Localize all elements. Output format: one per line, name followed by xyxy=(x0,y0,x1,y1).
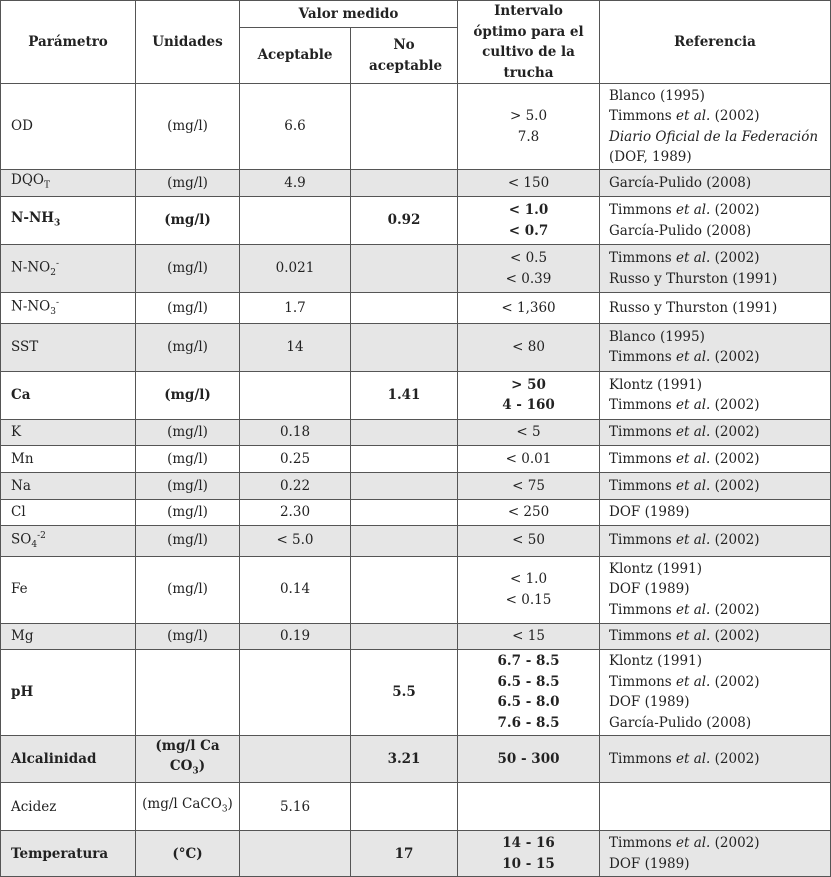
range-value: 7.8 xyxy=(517,128,540,145)
reference-author: Timmons xyxy=(609,601,676,618)
cell-optimal-range xyxy=(458,649,600,735)
cell-units xyxy=(136,84,240,170)
reference-line xyxy=(609,375,824,396)
reference-text: Klontz (1991) xyxy=(609,560,702,577)
unit-text: (mg/l) xyxy=(164,387,211,404)
range-value: < 15 xyxy=(512,627,545,644)
range-value: < 0.7 xyxy=(508,222,549,239)
reference-author: Timmons xyxy=(609,202,676,219)
cell-units xyxy=(136,293,240,324)
unit-text: (mg/l CaCO xyxy=(142,795,222,812)
reference-line xyxy=(609,422,824,443)
range-value: > 50 xyxy=(511,376,546,393)
parameter-name: Acidez xyxy=(11,798,57,815)
table-row xyxy=(1,831,831,877)
cell-parameter xyxy=(1,783,136,831)
cell-optimal-range xyxy=(458,556,600,623)
parameter-name: N-NO xyxy=(11,259,51,276)
cell-acceptable: 4.9 xyxy=(240,170,351,197)
cell-acceptable: 2.30 xyxy=(240,499,351,525)
cell-not-acceptable xyxy=(351,623,458,649)
reference-line xyxy=(609,854,824,875)
cell-units xyxy=(136,783,240,831)
table-row xyxy=(1,245,831,293)
unit-subscript: 3 xyxy=(192,766,199,777)
cell-acceptable: 0.19 xyxy=(240,623,351,649)
reference-author: Timmons xyxy=(609,532,676,549)
cell-not-acceptable: 17 xyxy=(351,831,458,877)
reference-italic: et al. xyxy=(675,424,711,441)
cell-not-acceptable xyxy=(351,419,458,445)
unit-subscript: 3 xyxy=(221,804,228,815)
cell-reference xyxy=(600,525,831,556)
cell-parameter xyxy=(1,735,136,783)
cell-reference xyxy=(600,197,831,245)
table-row xyxy=(1,197,831,245)
reference-year: (2002) xyxy=(710,750,760,767)
cell-optimal-range xyxy=(458,525,600,556)
reference-author: Timmons xyxy=(609,250,676,267)
cell-parameter xyxy=(1,419,136,445)
cell-not-acceptable xyxy=(351,170,458,197)
parameter-name: DQO xyxy=(11,172,44,188)
cell-reference xyxy=(600,831,831,877)
parameter-name: Mg xyxy=(11,627,34,644)
reference-italic: et al. xyxy=(675,835,711,852)
reference-line xyxy=(609,106,824,127)
cell-reference xyxy=(600,783,831,831)
cell-acceptable xyxy=(240,197,351,245)
reference-line xyxy=(609,173,824,194)
header-intervalo: Intervalo óptimo para el cultivo de la trucha xyxy=(458,1,600,84)
reference-line xyxy=(609,298,824,319)
parameter-name: N-NO xyxy=(11,298,51,315)
reference-author: Timmons xyxy=(609,627,676,644)
reference-line xyxy=(609,127,824,148)
cell-parameter xyxy=(1,831,136,877)
reference-year: (2002) xyxy=(710,477,760,494)
cell-parameter xyxy=(1,499,136,525)
cell-reference xyxy=(600,371,831,419)
range-value: 50 - 300 xyxy=(497,750,560,767)
reference-line xyxy=(609,713,824,734)
reference-line xyxy=(609,692,824,713)
cell-units xyxy=(136,170,240,197)
cell-units xyxy=(136,623,240,649)
reference-italic: et al. xyxy=(675,450,711,467)
cell-reference xyxy=(600,245,831,293)
reference-year: (2002) xyxy=(710,450,760,467)
parameter-name: SST xyxy=(11,339,39,356)
unit-text: (mg/l) xyxy=(167,581,208,598)
table-header xyxy=(1,1,831,84)
unit-text: (mg/l) xyxy=(167,299,208,316)
cell-units xyxy=(136,323,240,371)
cell-acceptable: 0.14 xyxy=(240,556,351,623)
cell-optimal-range xyxy=(458,197,600,245)
parameter-name: Ca xyxy=(11,387,31,404)
unit-suffix: ) xyxy=(198,758,206,775)
range-value: 6.5 - 8.5 xyxy=(497,673,560,690)
reference-italic: et al. xyxy=(675,477,711,494)
cell-not-acceptable: 3.21 xyxy=(351,735,458,783)
parameter-subscript: 4 xyxy=(31,540,38,551)
reference-year: (2002) xyxy=(710,349,760,366)
cell-optimal-range xyxy=(458,445,600,472)
cell-parameter xyxy=(1,170,136,197)
cell-reference xyxy=(600,735,831,783)
table-row xyxy=(1,84,831,170)
reference-italic: et al. xyxy=(675,250,711,267)
reference-line xyxy=(609,347,824,368)
reference-text: DOF (1989) xyxy=(609,855,690,872)
unit-text: (mg/l) xyxy=(167,627,208,644)
cell-parameter xyxy=(1,445,136,472)
reference-line xyxy=(609,559,824,580)
reference-line xyxy=(609,395,824,416)
unit-text: (mg/l) xyxy=(167,424,208,441)
unit-text: (mg/l) xyxy=(167,339,208,356)
reference-author: Timmons xyxy=(609,108,676,124)
reference-italic: et al. xyxy=(675,673,711,690)
cell-parameter xyxy=(1,472,136,499)
parameter-name: OD xyxy=(11,118,33,135)
cell-parameter xyxy=(1,525,136,556)
cell-acceptable: 0.22 xyxy=(240,472,351,499)
range-value: 10 - 15 xyxy=(502,855,555,872)
cell-acceptable: < 5.0 xyxy=(240,525,351,556)
table-row xyxy=(1,293,831,324)
reference-text: Russo y Thurston (1991) xyxy=(609,299,778,316)
reference-italic: et al. xyxy=(675,108,711,124)
cell-reference xyxy=(600,499,831,525)
reference-line xyxy=(609,248,824,269)
header-aceptable: Aceptable xyxy=(240,28,351,84)
cell-optimal-range xyxy=(458,472,600,499)
cell-optimal-range xyxy=(458,170,600,197)
cell-not-acceptable: 1.41 xyxy=(351,371,458,419)
cell-acceptable: 0.25 xyxy=(240,445,351,472)
unit-suffix: ) xyxy=(227,795,233,812)
cell-not-acceptable xyxy=(351,556,458,623)
cell-acceptable: 0.021 xyxy=(240,245,351,293)
cell-reference xyxy=(600,323,831,371)
range-value: 7.6 - 8.5 xyxy=(497,714,560,731)
cell-reference xyxy=(600,649,831,735)
table-body xyxy=(1,84,831,877)
range-value: < 0.15 xyxy=(505,591,552,608)
cell-acceptable: 14 xyxy=(240,323,351,371)
reference-text: García-Pulido (2008) xyxy=(609,714,752,731)
reference-author: Timmons xyxy=(609,450,676,467)
cell-not-acceptable xyxy=(351,293,458,324)
unit-text: (mg/l) xyxy=(164,212,211,229)
reference-text: Blanco (1995) xyxy=(609,328,705,345)
cell-not-acceptable: 0.92 xyxy=(351,197,458,245)
reference-line xyxy=(609,327,824,348)
range-value: 4 - 160 xyxy=(502,397,555,414)
reference-line xyxy=(609,600,824,621)
parameter-subscript: 3 xyxy=(54,218,61,229)
cell-not-acceptable xyxy=(351,245,458,293)
parameter-name: pH xyxy=(11,683,34,700)
range-value: < 75 xyxy=(512,477,545,494)
cell-optimal-range xyxy=(458,419,600,445)
cell-parameter xyxy=(1,556,136,623)
reference-line xyxy=(609,147,824,168)
reference-text: Russo y Thurston (1991) xyxy=(609,270,778,287)
cell-units xyxy=(136,525,240,556)
cell-parameter xyxy=(1,649,136,735)
parameter-name: Alcalinidad xyxy=(11,750,97,767)
reference-text: García-Pulido (2008) xyxy=(609,222,752,239)
cell-not-acceptable xyxy=(351,499,458,525)
reference-line xyxy=(609,86,824,107)
cell-not-acceptable: 5.5 xyxy=(351,649,458,735)
range-value: < 80 xyxy=(512,339,545,356)
cell-optimal-range xyxy=(458,831,600,877)
reference-italic: et al. xyxy=(675,202,711,219)
reference-author: Timmons xyxy=(609,397,676,414)
reference-author: Timmons xyxy=(609,835,676,852)
parameter-name: Mn xyxy=(11,450,34,467)
reference-author: Timmons xyxy=(609,477,676,494)
reference-line xyxy=(609,200,824,221)
cell-reference xyxy=(600,623,831,649)
cell-units xyxy=(136,445,240,472)
table-row xyxy=(1,323,831,371)
reference-italic: et al. xyxy=(675,397,711,414)
cell-not-acceptable xyxy=(351,525,458,556)
reference-line xyxy=(609,626,824,647)
table-row xyxy=(1,445,831,472)
range-value: 6.5 - 8.0 xyxy=(497,694,560,711)
range-value: < 0.5 xyxy=(509,250,548,267)
cell-acceptable xyxy=(240,735,351,783)
parameter-superscript: -2 xyxy=(37,530,46,541)
parameter-superscript: - xyxy=(56,298,60,309)
cell-acceptable: 0.18 xyxy=(240,419,351,445)
cell-optimal-range xyxy=(458,293,600,324)
cell-reference xyxy=(600,419,831,445)
reference-italic: Diario Oficial de la Federación xyxy=(609,128,819,145)
cell-units xyxy=(136,371,240,419)
cell-reference xyxy=(600,472,831,499)
cell-optimal-range xyxy=(458,735,600,783)
cell-optimal-range xyxy=(458,623,600,649)
cell-units xyxy=(136,556,240,623)
parameter-name: K xyxy=(11,424,22,441)
cell-parameter xyxy=(1,371,136,419)
table-row xyxy=(1,419,831,445)
cell-not-acceptable xyxy=(351,783,458,831)
cell-parameter xyxy=(1,623,136,649)
table-row xyxy=(1,499,831,525)
cell-optimal-range xyxy=(458,371,600,419)
reference-year: (2002) xyxy=(710,532,760,549)
reference-line xyxy=(609,833,824,854)
range-value: 14 - 16 xyxy=(502,835,555,852)
reference-italic: et al. xyxy=(675,532,711,549)
unit-text: (mg/l) xyxy=(167,532,208,549)
header-unidades: Unidades xyxy=(136,1,240,84)
cell-acceptable: 6.6 xyxy=(240,84,351,170)
reference-line xyxy=(609,651,824,672)
cell-optimal-range xyxy=(458,783,600,831)
reference-line xyxy=(609,579,824,600)
range-value: < 5 xyxy=(516,424,541,441)
cell-parameter xyxy=(1,245,136,293)
unit-text: (mg/l) xyxy=(167,174,208,191)
unit-text: (°C) xyxy=(172,845,203,862)
cell-acceptable: 1.7 xyxy=(240,293,351,324)
range-value: < 0.39 xyxy=(505,270,552,287)
reference-year: (2002) xyxy=(710,627,760,644)
cell-units xyxy=(136,419,240,445)
parameter-name: SO xyxy=(11,531,32,548)
reference-text: Klontz (1991) xyxy=(609,376,702,393)
cell-not-acceptable xyxy=(351,84,458,170)
reference-text: (DOF, 1989) xyxy=(609,149,692,165)
cell-acceptable xyxy=(240,831,351,877)
range-value: < 0.01 xyxy=(505,450,552,467)
reference-author: Timmons xyxy=(609,750,676,767)
cell-reference xyxy=(600,445,831,472)
reference-year: (2002) xyxy=(710,108,760,124)
reference-italic: et al. xyxy=(675,627,711,644)
reference-text: Blanco (1995) xyxy=(609,87,705,104)
range-value: < 1,360 xyxy=(501,299,556,316)
parameter-name: Temperatura xyxy=(11,845,109,862)
cell-units xyxy=(136,831,240,877)
unit-text: (mg/l) xyxy=(167,477,208,494)
reference-author: Timmons xyxy=(609,424,676,441)
parameter-name: Na xyxy=(11,477,31,494)
header-valor-medido: Valor medido xyxy=(240,1,458,28)
reference-year: (2002) xyxy=(710,202,760,219)
parameter-name: Fe xyxy=(11,581,28,598)
cell-not-acceptable xyxy=(351,323,458,371)
cell-acceptable: 5.16 xyxy=(240,783,351,831)
cell-not-acceptable xyxy=(351,472,458,499)
unit-text: (mg/l) xyxy=(167,450,208,467)
reference-line xyxy=(609,449,824,470)
reference-text: DOF (1989) xyxy=(609,581,690,598)
reference-line xyxy=(609,502,824,523)
cell-units xyxy=(136,649,240,735)
table-row xyxy=(1,556,831,623)
reference-text: Klontz (1991) xyxy=(609,653,702,670)
table-row xyxy=(1,649,831,735)
reference-line xyxy=(609,269,824,290)
reference-line xyxy=(609,476,824,497)
table-row xyxy=(1,472,831,499)
reference-year: (2002) xyxy=(710,424,760,441)
cell-reference xyxy=(600,293,831,324)
cell-optimal-range xyxy=(458,245,600,293)
cell-units xyxy=(136,735,240,783)
reference-year: (2002) xyxy=(710,397,760,414)
table-row xyxy=(1,525,831,556)
cell-units xyxy=(136,472,240,499)
cell-optimal-range xyxy=(458,323,600,371)
reference-year: (2002) xyxy=(710,601,760,618)
cell-acceptable xyxy=(240,371,351,419)
parameter-name: Cl xyxy=(11,504,26,521)
cell-units xyxy=(136,499,240,525)
unit-text: (mg/l Ca CO xyxy=(155,737,220,775)
reference-text: DOF (1989) xyxy=(609,504,690,521)
reference-year: (2002) xyxy=(710,673,760,690)
unit-text: (mg/l) xyxy=(167,260,208,277)
parameter-superscript: - xyxy=(56,258,60,269)
range-value: < 250 xyxy=(507,504,550,521)
cell-units xyxy=(136,245,240,293)
cell-parameter xyxy=(1,84,136,170)
reference-italic: et al. xyxy=(675,750,711,767)
reference-line xyxy=(609,530,824,551)
parameter-subscript: 3 xyxy=(50,307,56,318)
reference-line xyxy=(609,749,824,770)
range-value: < 1.0 xyxy=(508,202,549,219)
range-value: < 1.0 xyxy=(509,571,548,588)
table-row xyxy=(1,170,831,197)
table-row xyxy=(1,623,831,649)
table-row xyxy=(1,371,831,419)
cell-parameter xyxy=(1,293,136,324)
table-row xyxy=(1,735,831,783)
reference-line xyxy=(609,221,824,242)
reference-line xyxy=(609,672,824,693)
parameter-name: N-NH xyxy=(11,209,55,226)
cell-parameter xyxy=(1,323,136,371)
cell-acceptable xyxy=(240,649,351,735)
cell-not-acceptable xyxy=(351,445,458,472)
range-value: > 5.0 xyxy=(509,108,548,124)
cell-optimal-range xyxy=(458,499,600,525)
parameter-subscript: 2 xyxy=(50,268,56,279)
reference-year: (2002) xyxy=(710,250,760,267)
unit-text: (mg/l) xyxy=(167,118,208,135)
header-no-aceptable: No aceptable xyxy=(351,28,458,84)
range-value: 6.7 - 8.5 xyxy=(497,653,560,670)
parameter-subscript: T xyxy=(43,180,50,191)
reference-author: Timmons xyxy=(609,349,676,366)
header-referencia: Referencia xyxy=(600,1,831,84)
unit-text: (mg/l) xyxy=(167,504,208,521)
header-parametro: Parámetro xyxy=(1,1,136,84)
reference-italic: et al. xyxy=(675,349,711,366)
table-row xyxy=(1,783,831,831)
cell-reference xyxy=(600,84,831,170)
cell-reference xyxy=(600,556,831,623)
cell-parameter xyxy=(1,197,136,245)
reference-text: DOF (1989) xyxy=(609,694,690,711)
cell-units xyxy=(136,197,240,245)
range-value: < 50 xyxy=(512,532,545,549)
reference-author: Timmons xyxy=(609,673,676,690)
cell-reference xyxy=(600,170,831,197)
range-value: < 150 xyxy=(507,174,550,191)
reference-year: (2002) xyxy=(710,835,760,852)
reference-italic: et al. xyxy=(675,601,711,618)
reference-text: García-Pulido (2008) xyxy=(609,174,752,191)
cell-optimal-range xyxy=(458,84,600,170)
